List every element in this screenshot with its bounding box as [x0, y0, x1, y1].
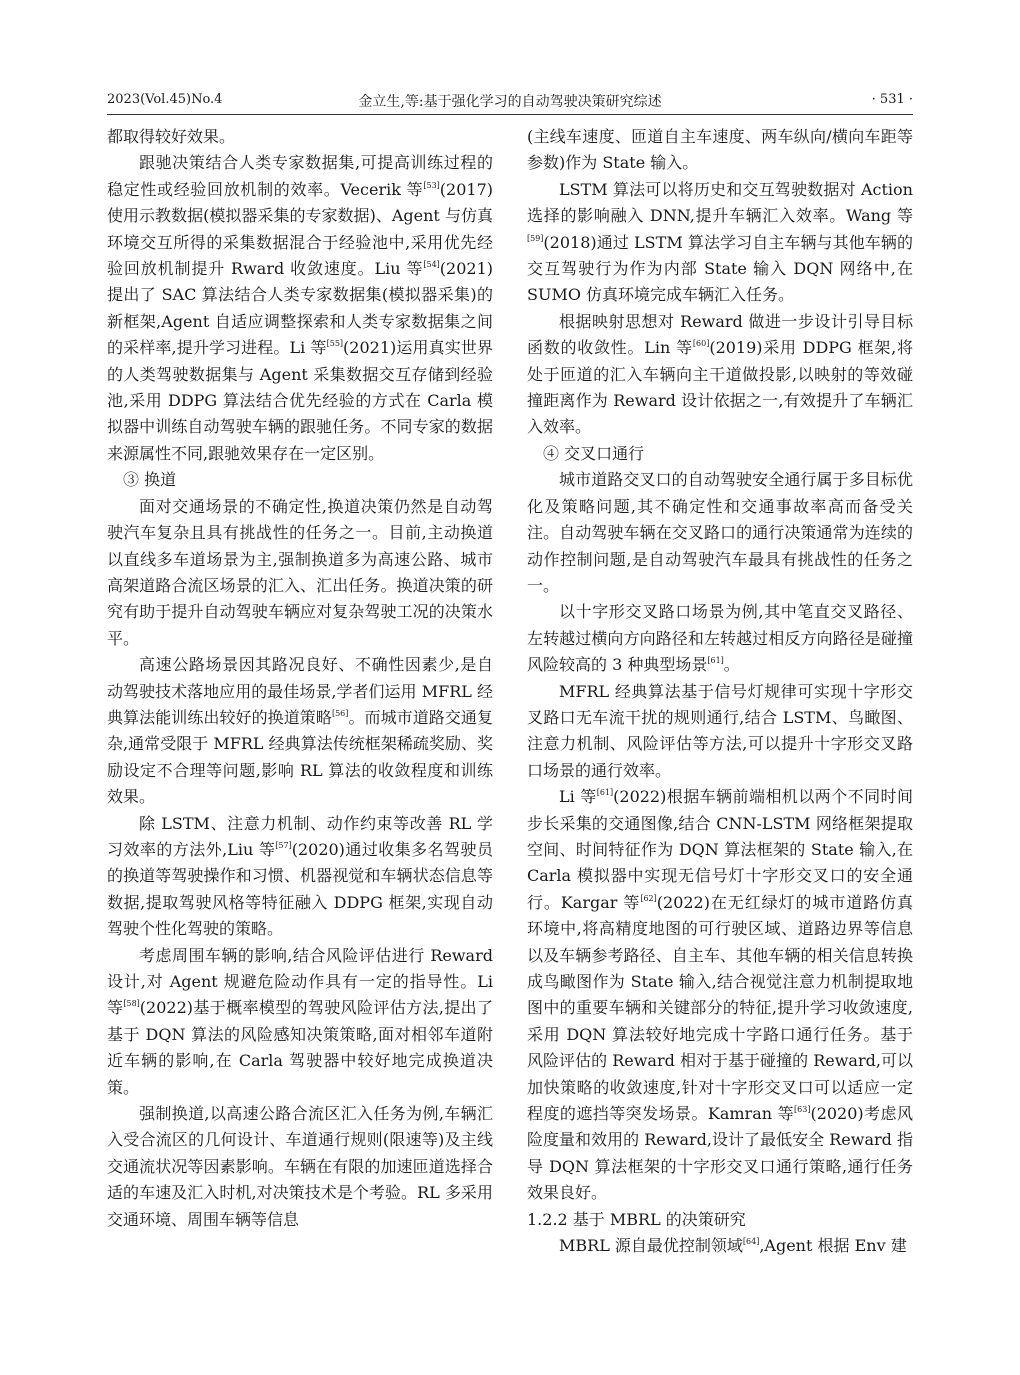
- citation-ref: [58]: [123, 999, 140, 1009]
- paragraph: MFRL 经典算法基于信号灯规律可实现十字形交叉路口无车流干扰的规则通行,结合 LSTM、鸟瞰图、注意力机制、风险评估等方法,可以提升十字形交叉路口场景的通行效率。: [527, 681, 913, 780]
- citation-ref: [64]: [742, 1237, 760, 1247]
- paragraph: LSTM 算法可以将历史和交互驾驶数据对 Action 选择的影响融入 DNN,提升车辆汇入效率。Wang 等[59](2018)通过 LSTM 算法学习自主车辆与其他车辆的交互驾驶行为作为内部 State 输入 DQN 网络中,在 SUMO 仿真环境完成车辆汇入任务。: [527, 179, 913, 305]
- citation-ref: [54]: [423, 260, 440, 270]
- citation-ref: [57]: [275, 840, 292, 850]
- citation-ref: [62]: [640, 893, 657, 903]
- citation-ref: [56]: [331, 708, 349, 718]
- citation-ref: [60]: [692, 339, 710, 349]
- citation-ref: [55]: [326, 339, 344, 349]
- paragraph: 跟驰决策结合人类专家数据集,可提高训练过程的稳定性或经验回放机制的效率。Vecerik 等[53](2017)使用示教数据(模拟器采集的专家数据)、Agent 与仿真环境交互所得的采集数据混合于经验池中,采用优先经验回放机制提升 Rward 收敛速度。Liu 等[54](2021)提出了 SAC 算法结合人类专家数据集(模拟器采集)的新框架,Agent 自适应调整探索和人类专家数据集之间的采样率,提升学习进程。Li 等[55](2021)运用真实世界的人类驾驶数据集与 Agent 采集数据交互存储到经验池,采用 DDPG 算法结合优先经验的方式在 Carla 模拟器中训练自动驾驶车辆的跟驰任务。不同专家的数据来源属性不同,跟驰效果存在一定区别。: [107, 153, 493, 463]
- paragraph: (主线车速度、匝道自主车速度、两车纵向/横向车距等参数)作为 State 输入。: [527, 127, 913, 173]
- paragraph: Li 等[61](2022)根据车辆前端相机以两个不同时间步长采集的交通图像,结合 CNN-LSTM 网络框架提取空间、时间特征作为 DQN 算法框架的 State 输入,在 Carla 模拟器中实现无信号灯十字形交叉口的安全通行。Kargar 等[62](2022)在无红绿灯的城市道路仿真环境中,将高精度地图的可行驶区域、道路边界等信息以及车辆参考路径、自主车、其他车辆的相关信息转换成鸟瞰图作为 State 输入,结合视觉注意力机制提取地图中的重要车辆和关键部分的特征,提升学习收敛速度,采用 DQN 算法较好地完成十字路口通行任务。基于风险评估的 Reward 相对于基于碰撞的 Reward,可以加快策略的收敛速度,针对十字形交叉口可以适应一定程度的遮挡等突发场景。Kamran 等[63](2020)考虑风险度量和效用的 Reward,设计了最低安全 Reward 指导 DQN 算法框架的十字形交叉口通行策略,通行任务效果良好。: [527, 787, 913, 1203]
- citation-ref: [61]: [707, 656, 724, 666]
- subsection-heading: ④ 交叉口通行: [543, 443, 645, 463]
- citation-ref: [59]: [527, 233, 544, 243]
- citation-ref: [61]: [596, 788, 614, 798]
- paragraph: 高速公路场景因其路况良好、不确性因素少,是自动驾驶技术落地应用的最佳场景,学者们运用 MFRL 经典算法能训练出较好的换道策略[56]。而城市道路交通复杂,通常受限于 MFRL 经典算法传统框架稀疏奖励、奖励设定不合理等问题,影响 RL 算法的收敛程度和训练效果。: [107, 655, 493, 807]
- paragraph: 除 LSTM、注意力机制、动作约束等改善 RL 学习效率的方法外,Liu 等[57](2020)通过收集多名驾驶员的换道等驾驶操作和习惯、机器视觉和车辆状态信息等数据,提取驾驶风格等特征融入 DDPG 框架,实现自动驾驶个性化驾驶的策略。: [107, 813, 493, 939]
- paragraph: 城市道路交叉口的自动驾驶安全通行属于多目标优化及策略问题,其不确定性和交通事故率高而备受关注。自动驾驶车辆在交叉路口的通行决策通常为连续的动作控制问题,是自动驾驶汽车最具有挑战性的任务之一。: [527, 470, 913, 595]
- journal-issue: 2023(Vol.45)No.4: [107, 92, 223, 107]
- paragraph: 都取得较好效果。: [107, 127, 236, 146]
- section-heading: 1.2.2 基于 MBRL 的决策研究: [527, 1209, 746, 1229]
- paragraph: MBRL 源自最优控制领域[64],Agent 根据 Env 建: [559, 1236, 907, 1256]
- right-column: [527, 124, 913, 1259]
- paragraph: 面对交通场景的不确定性,换道决策仍然是自动驾驶汽车复杂且具有挑战性的任务之一。目前,主动换道以直线多车道场景为主,强制换道多为高速公路、城市高架道路合流区场景的汇入、汇出任务。换道决策的研究有助于提升自动驾驶车辆应对复杂驾驶工况的决策水平。: [107, 496, 493, 648]
- page-number: · 531 ·: [871, 92, 913, 107]
- paragraph: 考虑周围车辆的影响,结合风险评估进行 Reward 设计,对 Agent 规避危险动作具有一定的指导性。Li 等[58](2022)基于概率模型的驾驶风险评估方法,提出了基于 DQN 算法的风险感知决策策略,面对相邻车道附近车辆的影响,在 Carla 驾驶器中较好地完成换道决策。: [107, 945, 493, 1097]
- running-header: [107, 90, 913, 115]
- subsection-heading: ③ 换道: [123, 470, 177, 490]
- paragraph: 强制换道,以高速公路合流区汇入任务为例,车辆汇入受合流区的几何设计、车道通行规则(限速等)及主线交通流状况等因素影响。车辆在有限的加速匝道选择合适的车速及汇入时机,对决策技术是个考验。RL 多采用交通环境、周围车辆等信息: [107, 1104, 493, 1229]
- left-column: [107, 124, 493, 1233]
- running-title: 金立生,等:基于强化学习的自动驾驶决策研究综述: [358, 94, 662, 110]
- citation-ref: [53]: [423, 180, 440, 190]
- paragraph: 根据映射思想对 Reward 做进一步设计引导目标函数的收敛性。Lin 等[60](2019)采用 DDPG 框架,将处于匝道的汇入车辆向主干道做投影,以映射的等效碰撞距离作为 Reward 设计依据之一,有效提升了车辆汇入效率。: [527, 311, 913, 437]
- citation-ref: [63]: [794, 1105, 811, 1115]
- paragraph: 以十字形交叉路口场景为例,其中笔直交叉路径、左转越过横向方向路径和左转越过相反方向路径是碰撞风险较高的 3 种典型场景[61]。: [527, 602, 913, 675]
